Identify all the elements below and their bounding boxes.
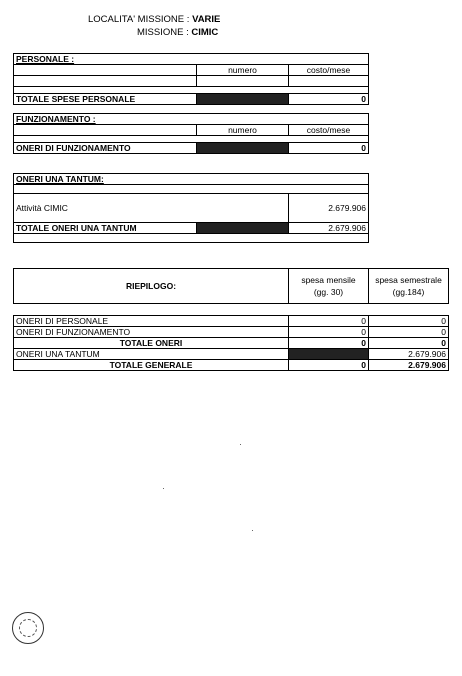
table-row — [14, 360, 449, 371]
riepilogo-table — [13, 315, 449, 371]
row-label: TOTALE GENERALE — [14, 360, 289, 371]
personale-total-label: TOTALE SPESE PERSONALE — [14, 94, 197, 105]
row-label: ONERI DI PERSONALE — [14, 316, 289, 327]
redacted-block — [197, 223, 289, 234]
una-tantum-title: ONERI UNA TANTUM: — [14, 174, 369, 185]
row-semestrale: 0 — [369, 338, 449, 349]
funzionamento-title: FUNZIONAMENTO : — [14, 114, 369, 125]
col-semestrale-line2: (gg.184) — [392, 287, 425, 297]
row-mensile — [289, 349, 369, 360]
una-tantum-total-label: TOTALE ONERI UNA TANTUM — [14, 223, 197, 234]
table-row — [14, 349, 449, 360]
funzionamento-total-value: 0 — [289, 143, 369, 154]
riepilogo-header-table — [13, 268, 449, 304]
una-tantum-table — [13, 173, 369, 243]
personale-title: PERSONALE : — [14, 54, 369, 65]
funzionamento-total-label: ONERI DI FUNZIONAMENTO — [14, 143, 197, 154]
row-label: TOTALE ONERI — [14, 338, 289, 349]
localita-label: LOCALITA' MISSIONE : — [88, 14, 190, 25]
missione-line — [137, 27, 218, 38]
col-mensile-line2: (gg. 30) — [313, 287, 344, 297]
missione-label: MISSIONE : — [137, 27, 189, 38]
row-semestrale: 0 — [369, 327, 449, 338]
row-mensile: 0 — [289, 327, 369, 338]
personale-total-value: 0 — [289, 94, 369, 105]
missione-value: CIMIC — [191, 27, 219, 38]
col-semestrale-line1: spesa semestrale — [375, 275, 442, 285]
redacted-block — [197, 94, 289, 105]
una-tantum-item-value: 2.679.906 — [289, 194, 369, 223]
funzionamento-table — [13, 113, 369, 154]
personale-col-costo: costo/mese — [289, 65, 369, 76]
row-label: ONERI DI FUNZIONAMENTO — [14, 327, 289, 338]
table-row — [14, 338, 449, 349]
localita-line — [88, 14, 220, 25]
scan-speck — [163, 488, 164, 489]
una-tantum-item-label: Attività CIMIC — [14, 194, 289, 223]
redacted-block — [197, 143, 289, 154]
row-mensile: 0 — [289, 360, 369, 371]
table-row — [14, 316, 449, 327]
scan-speck — [240, 444, 241, 445]
row-mensile: 0 — [289, 316, 369, 327]
personale-col-numero: numero — [197, 65, 289, 76]
scan-speck — [252, 530, 253, 531]
col-mensile-line1: spesa mensile — [301, 275, 356, 285]
row-label: ONERI UNA TANTUM — [14, 349, 289, 360]
row-semestrale: 0 — [369, 316, 449, 327]
row-semestrale: 2.679.906 — [369, 360, 449, 371]
personale-table — [13, 53, 369, 105]
row-semestrale: 2.679.906 — [369, 349, 449, 360]
una-tantum-total-value: 2.679.906 — [289, 223, 369, 234]
riepilogo-col-mensile — [289, 269, 369, 304]
funzionamento-col-costo: costo/mese — [289, 125, 369, 136]
funzionamento-col-numero: numero — [197, 125, 289, 136]
localita-value: VARIE — [192, 14, 221, 25]
row-mensile: 0 — [289, 338, 369, 349]
stamp-seal — [12, 612, 44, 644]
riepilogo-title: RIEPILOGO: — [14, 269, 289, 304]
table-row — [14, 327, 449, 338]
riepilogo-col-semestrale — [369, 269, 449, 304]
